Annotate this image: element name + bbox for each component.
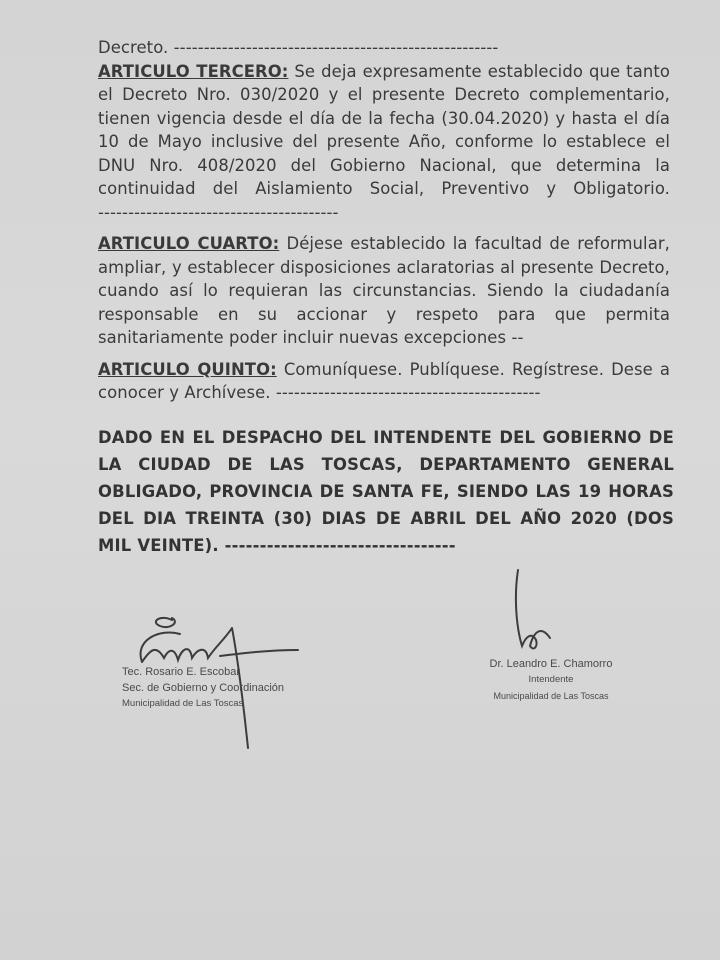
signature-left xyxy=(120,600,320,760)
article-tercero xyxy=(98,60,670,225)
article-text: Comuníquese. Publíquese. Regístrese. Dese a conocer y Archívese. xyxy=(98,359,671,402)
dash-fill: --------------------------------- xyxy=(224,536,456,555)
article-heading: ARTICULO TERCERO: xyxy=(98,61,289,81)
signer-org: Municipalidad de Las Toscas xyxy=(493,691,609,701)
article-text: Déjese establecido la facultad de reformular, ampliar, y establecer disposiciones aclaratorias al presente Decreto, cuando así lo requieran las circunstancias. Siendo la ciudadanía responsable en su accionar y respeto para que permita sanitariamente poder incluir nuevas excepciones xyxy=(98,234,670,347)
closing-text: DADO EN EL DESPACHO DEL INTENDENTE DEL GOBIERNO DE LA CIUDAD DE LAS TOSCAS, DEPARTAMENTO GENERAL OBLIGADO, PROVINCIA DE SANTA FE, SIENDO LAS 19 HORAS DEL DIA TREINTA (30) DIAS DE ABRIL DEL AÑO 2020 (DOS MIL VEINTE). xyxy=(98,428,674,555)
dash-fill: ------------------------------------------------------ xyxy=(173,38,499,57)
closing-statement xyxy=(98,424,674,559)
dash-fill: -------------------------------------------- xyxy=(275,383,541,402)
article-heading: ARTICULO CUARTO: xyxy=(98,234,280,253)
continuation-line xyxy=(98,36,670,60)
signer-role: Intendente xyxy=(528,674,574,685)
signer-name: Dr. Leandro E. Chamorro xyxy=(489,658,613,670)
article-text: Se deja expresamente establecido que tanto el Decreto Nro. 030/2020 y el presente Decreto complementario, tienen vigencia desde el día de la fecha (30.04.2020) y hasta el día 10 de Mayo inclusive del presente Año, conforme lo establece el DNU Nro. 408/2020 del Gobierno Nacional, que determina la continuidad del Aislamiento Social, Preventivo y Obligatorio. xyxy=(98,61,670,198)
article-cuarto xyxy=(98,232,670,350)
signer-name: Tec. Rosario E. Escobar xyxy=(122,666,240,678)
decree-body xyxy=(98,36,670,405)
signature-right xyxy=(470,566,650,726)
article-quinto xyxy=(98,358,670,405)
continuation-text: Decreto. xyxy=(98,38,174,57)
dash-fill: -- xyxy=(511,328,524,347)
signer-org: Municipalidad de Las Toscas xyxy=(122,698,244,709)
article-heading: ARTICULO QUINTO: xyxy=(98,359,277,379)
signer-role: Sec. de Gobierno y Coordinación xyxy=(122,682,285,694)
dash-fill: ---------------------------------------- xyxy=(98,202,339,222)
